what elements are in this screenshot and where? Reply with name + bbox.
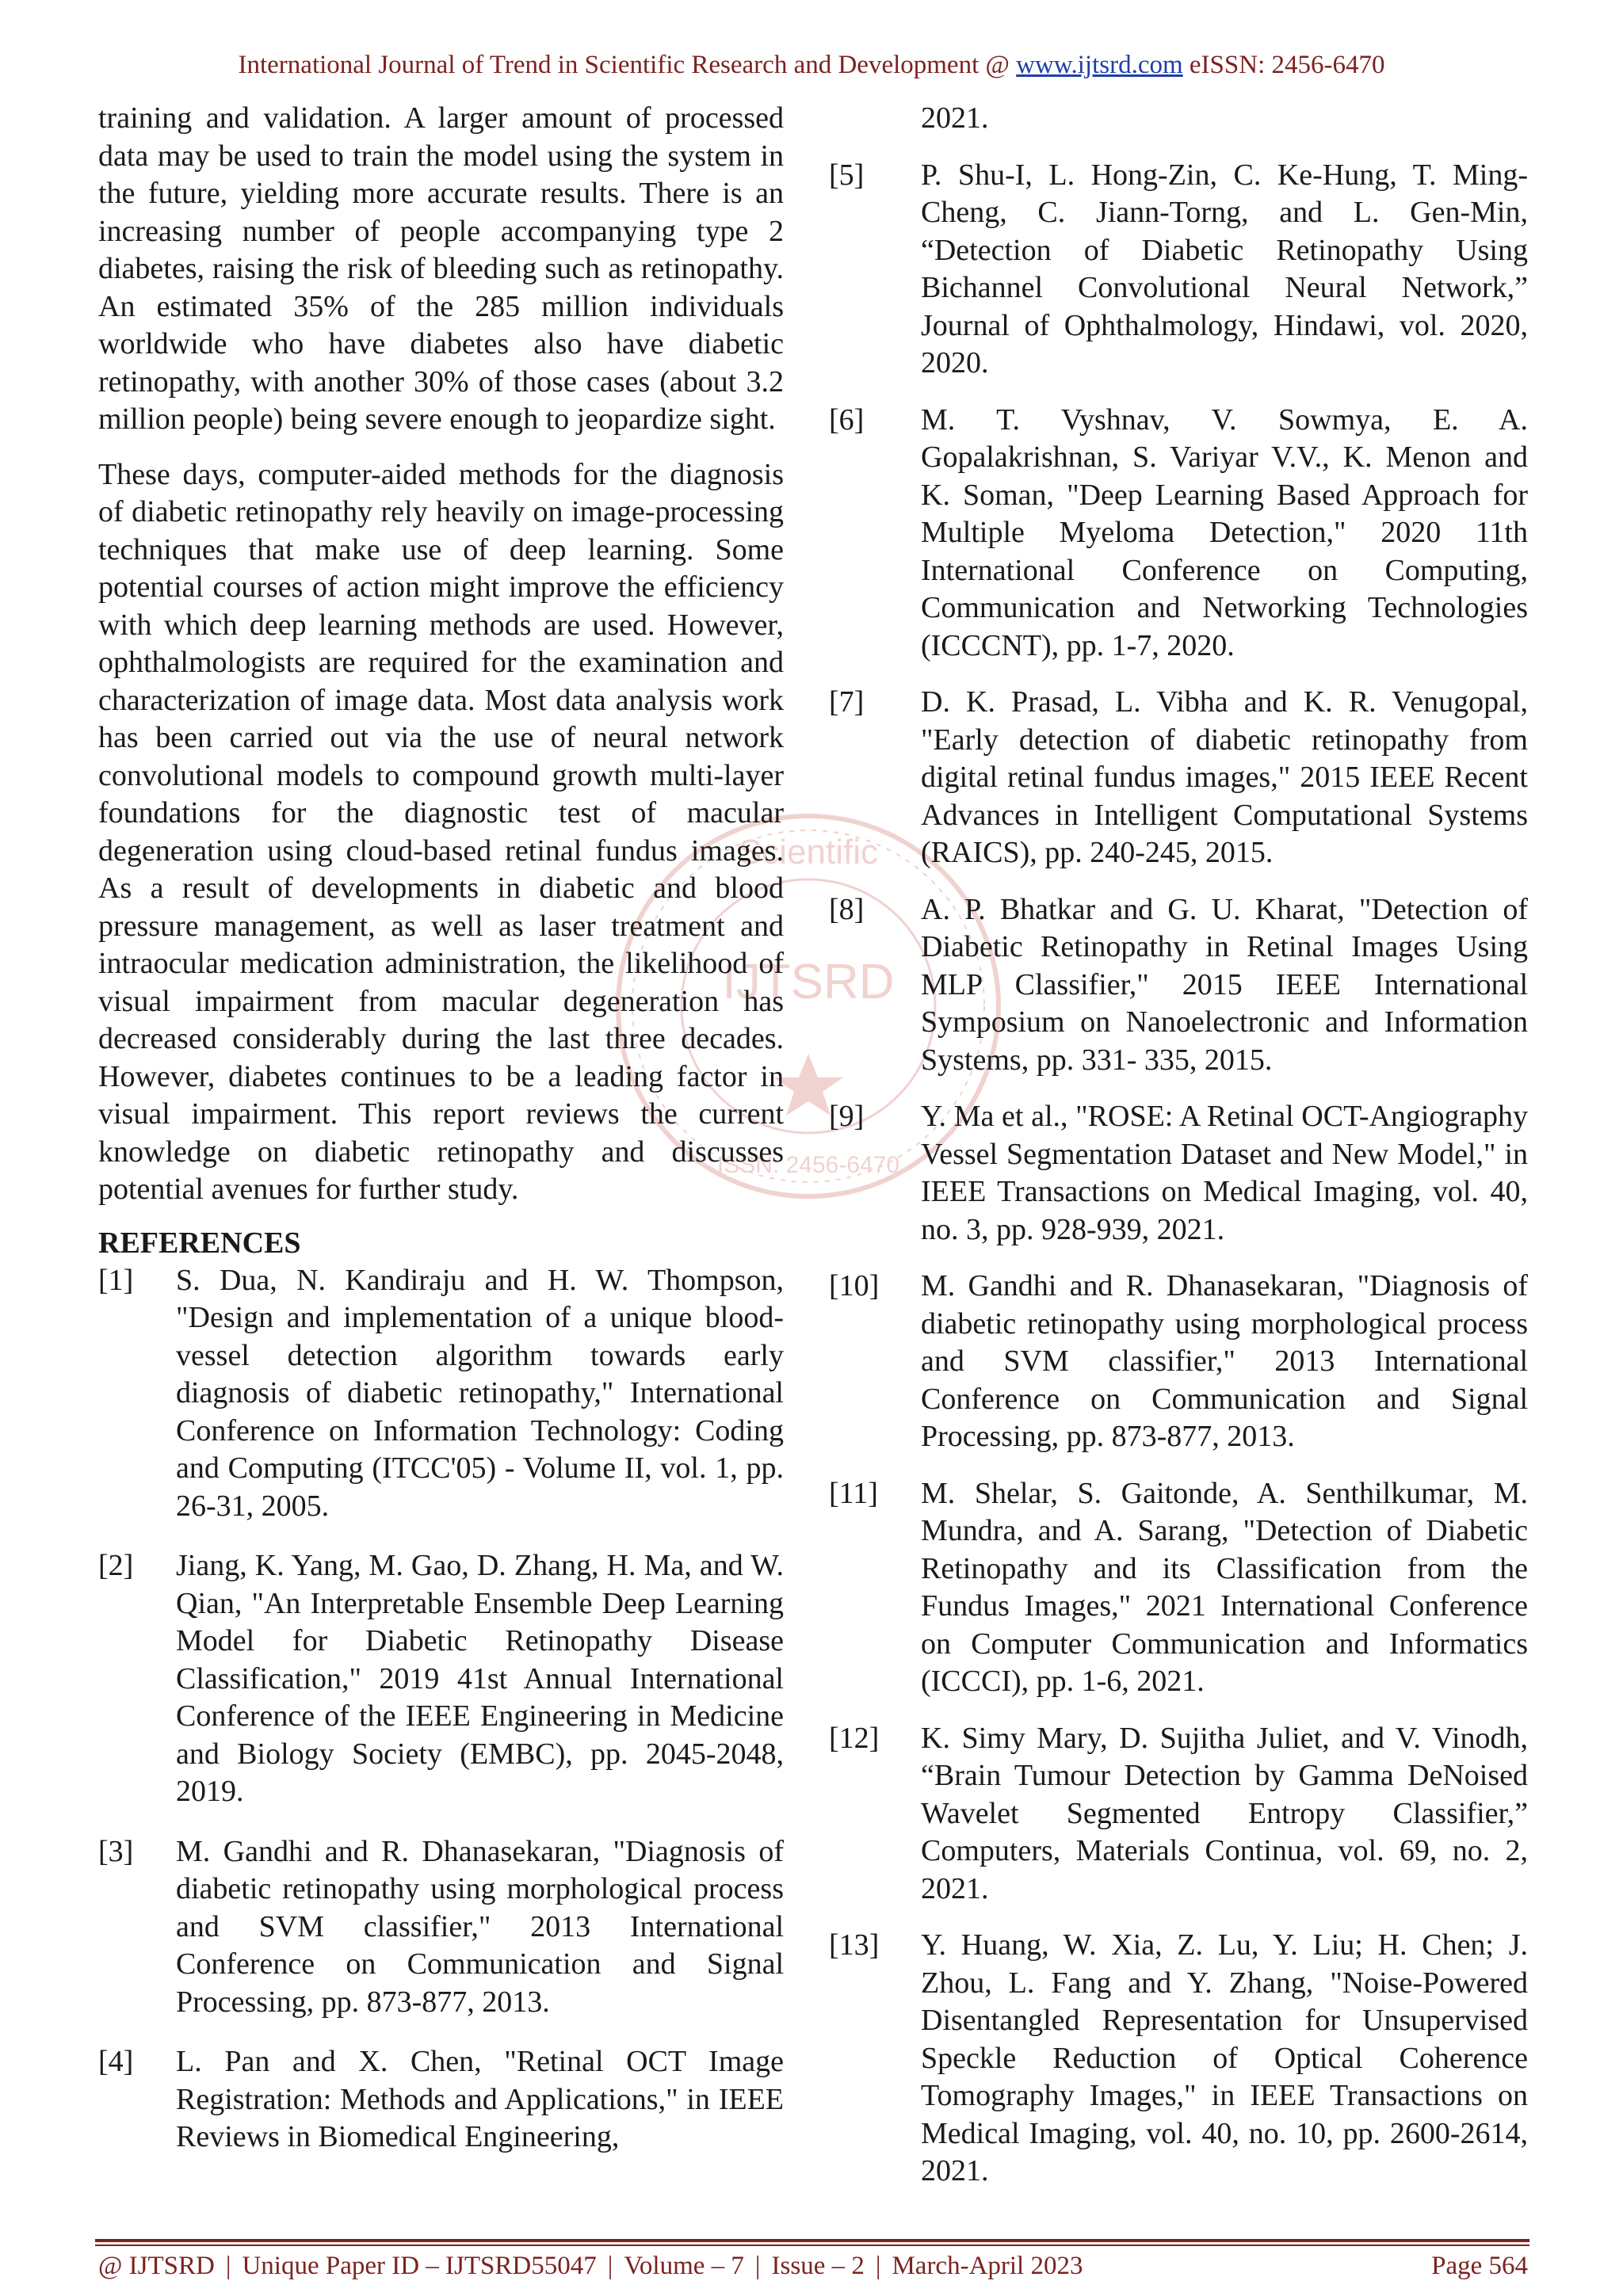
- reference-item: [829, 402, 1528, 666]
- reference-item: [829, 157, 1528, 383]
- reference-text: M. Gandhi and R. Dhanasekaran, "Diagnosis of diabetic retinopathy using morphological process and SVM classifier," 2013 International Conference on Communication and Signal Processing, pp. 873-877, 2013.: [176, 1834, 784, 2019]
- footer-page-number: Page 564: [1431, 2252, 1528, 2280]
- left-column: [98, 100, 784, 2157]
- seal-top-text: Scientific: [738, 833, 879, 871]
- reference-text: D. K. Prasad, L. Vibha and K. R. Venugopal, "Early detection of diabetic retinopathy from digital retinal fundus images," 2015 IEEE Recent Advances in Intelligent Computational Systems (RAICS), pp. 240-245, 2015.: [921, 685, 1528, 869]
- seal-issn-text: ISSN: 2456-6470: [716, 1152, 900, 1178]
- footer-date: March-April 2023: [892, 2252, 1083, 2280]
- reference-number: [6]: [829, 402, 865, 437]
- reference-continuation: [829, 100, 1528, 138]
- reference-number: [11]: [829, 1476, 878, 1510]
- footer-paper-id: Unique Paper ID – IJTSRD55047: [242, 2252, 597, 2280]
- reference-continuation-text: 2021.: [921, 101, 989, 135]
- reference-number: [1]: [98, 1263, 134, 1297]
- reference-text: S. Dua, N. Kandiraju and H. W. Thompson, "Design and implementation of a unique blood-vessel detection algorithm towards early diagnosis of diabetic retinopathy," International Conference on Information Technology: Coding and Computing (ITCC'05) - Volume II, vol. 1, pp. 26-31, 2005.: [176, 1263, 784, 1523]
- reference-number: [12]: [829, 1721, 880, 1755]
- references-heading: REFERENCES: [98, 1226, 301, 1260]
- reference-item: [829, 891, 1528, 1080]
- reference-item: [98, 1547, 784, 1811]
- reference-text: L. Pan and X. Chen, "Retinal OCT Image Registration: Methods and Applications," in IEEE Reviews in Biomedical Engineering,: [176, 2045, 784, 2153]
- reference-item: [829, 684, 1528, 872]
- reference-number: [7]: [829, 685, 865, 719]
- reference-text: Jiang, K. Yang, M. Gao, D. Zhang, H. Ma, and W. Qian, "An Interpretable Ensemble Deep Learning Model for Diabetic Retinopathy Disease Classification," 2019 41st Annual International Conference of the IEEE Engineering in Medicine and Biology Society (EMBC), pp. 2045-2048, 2019.: [176, 1549, 784, 1808]
- reference-number: [9]: [829, 1100, 865, 1133]
- reference-item: [829, 1927, 1528, 2191]
- reference-item: [98, 1833, 784, 2022]
- reference-number: [10]: [829, 1269, 880, 1302]
- header-issn: eISSN: 2456-6470: [1189, 51, 1385, 79]
- reference-number: [4]: [98, 2045, 134, 2078]
- reference-text: P. Shu-I, L. Hong-Zin, C. Ke-Hung, T. Ming-Cheng, C. Jiann-Torng, and L. Gen-Min, “Detection of Diabetic Retinopathy Using Bichannel Convolutional Neural Network,” Journal of Ophthalmology, Hindawi, vol. 2020, 2020.: [921, 158, 1528, 379]
- reference-text: M. Shelar, S. Gaitonde, A. Senthilkumar, M. Mundra, and A. Sarang, "Detection of Diabetic Retinopathy and its Classification from the Fundus Images," 2021 International Conference on Computer Communication and Informatics (ICCCI), pp. 1-6, 2021.: [921, 1476, 1528, 1698]
- reference-number: [3]: [98, 1834, 134, 1868]
- footer-issue: Issue – 2: [771, 2252, 865, 2280]
- reference-item: [829, 1720, 1528, 1909]
- reference-number: [13]: [829, 1928, 880, 1962]
- header-journal-name: International Journal of Trend in Scientific Research and Development @: [238, 51, 1010, 79]
- reference-item: [98, 2043, 784, 2157]
- seal-center-text: IJTSRD: [722, 955, 895, 1009]
- reference-text: M. Gandhi and R. Dhanasekaran, "Diagnosis of diabetic retinopathy using morphological process and SVM classifier," 2013 International Conference on Communication and Signal Processing, pp. 873-877, 2013.: [921, 1269, 1528, 1453]
- footer-volume: Volume – 7: [624, 2252, 744, 2280]
- running-header: [0, 51, 1623, 80]
- page-footer: [98, 2252, 1528, 2281]
- journal-website-link[interactable]: www.ijtsrd.com: [1016, 51, 1183, 79]
- reference-text: M. T. Vyshnav, V. Sowmya, E. A. Gopalakrishnan, S. Variyar V.V., K. Menon and K. Soman, "Deep Learning Based Approach for Multiple Myeloma Detection," 2020 11th International Conference on Computing, Communication and Networking Technologies (ICCCNT), pp. 1-7, 2020.: [921, 402, 1528, 662]
- right-column: [829, 100, 1528, 2191]
- reference-item: [829, 1475, 1528, 1701]
- reference-text: Y. Ma et al., "ROSE: A Retinal OCT-Angiography Vessel Segmentation Dataset and New Model," in IEEE Transactions on Medical Imaging, vol. 40, no. 3, pp. 928-939, 2021.: [921, 1100, 1528, 1246]
- body-paragraph: These days, computer-aided methods for the diagnosis of diabetic retinopathy rely heavily on image-processing techniques that make use of deep learning. Some potential courses of action might improve the efficiency with which deep learning methods are used. However, ophthalmologists are required for the examination and characterization of image data. Most data analysis work has been carried out via the use of neural network convolutional models to compound growth multi-layer foundations for the diagnostic test of macular degeneration using cloud-based retinal fundus images. As a result of developments in diabetic and blood pressure management, as well as laser treatment and intraocular medication administration, the likelihood of visual impairment from macular degeneration has decreased considerably during the last three decades. However, diabetes continues to be a leading factor in visual impairment. This report reviews the current knowledge on diabetic retinopathy and discusses potential avenues for further study.: [98, 457, 784, 1206]
- footer-journal: @ IJTSRD: [98, 2252, 215, 2280]
- reference-number: [8]: [829, 892, 865, 926]
- footer-rule: [95, 2239, 1529, 2242]
- reference-text: K. Simy Mary, D. Sujitha Juliet, and V. Vinodh, “Brain Tumour Detection by Gamma DeNoised Wavelet Segmented Entropy Classifier,” Computers, Materials Continua, vol. 69, no. 2, 2021.: [921, 1721, 1528, 1905]
- footer-rule-thin: [95, 2245, 1529, 2246]
- reference-number: [2]: [98, 1549, 134, 1582]
- reference-number: [5]: [829, 158, 865, 192]
- body-paragraph: training and validation. A larger amount of processed data may be used to train the model using the system in the future, yielding more accurate results. There is an increasing number of people accompanying type 2 diabetes, raising the risk of bleeding such as retinopathy. An estimated 35% of the 285 million individuals worldwide who have diabetes also have diabetic retinopathy, with another 30% of those cases (about 3.2 million people) being severe enough to jeopardize sight.: [98, 101, 784, 436]
- footer-left: @ IJTSRD | Unique Paper ID – IJTSRD55047 | Volume – 7 | Issue – 2 | March-April 2023: [98, 2252, 1083, 2280]
- reference-item: [829, 1268, 1528, 1456]
- reference-item: [98, 1262, 784, 1526]
- reference-text: Y. Huang, W. Xia, Z. Lu, Y. Liu; H. Chen; J. Zhou, L. Fang and Y. Zhang, "Noise-Powered Disentangled Representation for Unsupervised Speckle Reduction of Optical Coherence Tomography Images," in IEEE Transactions on Medical Imaging, vol. 40, no. 10, pp. 2600-2614, 2021.: [921, 1928, 1528, 2187]
- reference-item: [829, 1098, 1528, 1249]
- reference-text: A. P. Bhatkar and G. U. Kharat, "Detection of Diabetic Retinopathy in Retinal Images Using MLP Classifier," 2015 IEEE International Symposium on Nanoelectronic and Information Systems, pp. 331- 335, 2015.: [921, 892, 1528, 1077]
